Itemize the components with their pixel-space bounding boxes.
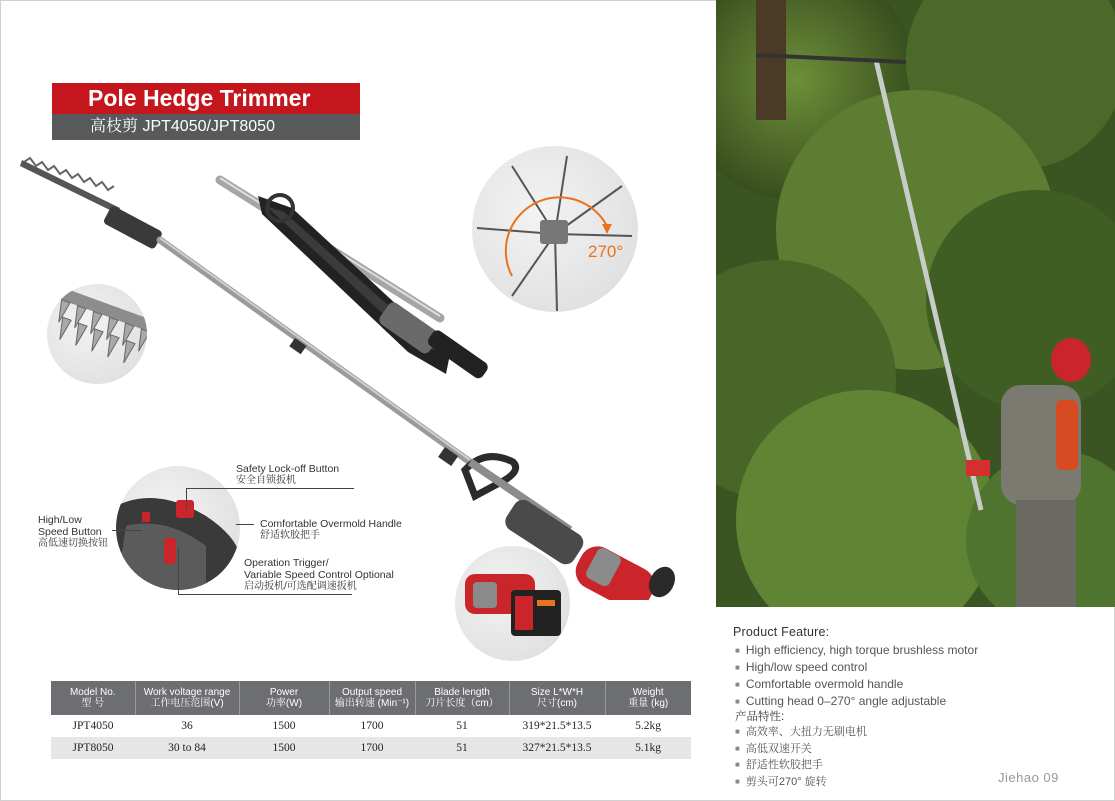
callout-line-highlow [112,530,142,531]
callout-trigger: Operation Trigger/ Variable Speed Control Optional 启动扳机/可选配调速扳机 [244,557,394,592]
list-item: ■ 高低双速开关 [735,741,867,758]
blade-detail-circle [47,284,147,384]
callout-line-handle [236,524,254,525]
feature-list-zh [735,724,867,790]
header-voltage: Work voltage range 工作电压范围(V) [135,681,239,715]
list-item: ■ Comfortable overmold handle [735,676,978,693]
trimmer-with-guard [220,178,490,381]
list-item: ■ High/low speed control [735,659,978,676]
rotation-angle-label: 270° [588,242,624,261]
rotation-detail-circle [472,146,638,312]
header-weight: Weight 重量 (kg) [605,681,691,715]
usage-photo [716,0,1115,607]
trimmer-blade [20,158,163,250]
battery-detail-circle [455,546,570,661]
table-row: JPT8050 30 to 84 1500 1700 51 327*21.5*13.5 5.1kg [51,737,691,759]
callout-line-safety-v [186,488,187,510]
header-speed: Output speed 输出转速 (Min⁻¹) [329,681,415,715]
feature-list-en [735,642,978,710]
callout-high-low: High/Low Speed Button 高低速切换按钮 [38,514,108,549]
rotation-arrow-icon [472,146,638,312]
page-title: Pole Hedge Trimmer [52,83,360,114]
table-row: JPT4050 36 1500 1700 51 319*21.5*13.5 5.2kg [51,715,691,737]
header-power: Power 功率(W) [239,681,329,715]
list-item: ■ Cutting head 0–270° angle adjustable [735,693,978,710]
list-item: ■ 剪头可270° 旋转 [735,774,867,791]
feature-title-en: Product Feature: [733,625,830,639]
header-model: Model No. 型 号 [51,681,135,715]
page-footer: Jiehao 09 [998,770,1059,785]
list-item: ■ High efficiency, high torque brushless motor [735,642,978,659]
header-size: Size L*W*H 尺寸(cm) [509,681,605,715]
header-blade: Blade length 刀片长度（cm） [415,681,509,715]
callout-safety-lock: Safety Lock-off Button 安全自锁扳机 [236,463,340,486]
list-item: ■ 舒适性软胶把手 [735,757,867,774]
spec-table [51,681,691,759]
list-item: ■ 高效率、大扭力无刷电机 [735,724,867,741]
callout-line-trigger [178,594,352,595]
page-subtitle: 高枝剪 JPT4050/JPT8050 [52,114,360,140]
callout-line-safety [186,488,354,489]
battery-pack-icon [455,546,570,661]
callout-handle: Comfortable Overmold Handle 舒适软胶把手 [260,518,402,541]
blade-teeth-icon [47,284,147,384]
callout-line-trigger-v [178,548,179,594]
feature-title-zh: 产品特性: [735,711,785,723]
spec-table-header [51,681,691,715]
